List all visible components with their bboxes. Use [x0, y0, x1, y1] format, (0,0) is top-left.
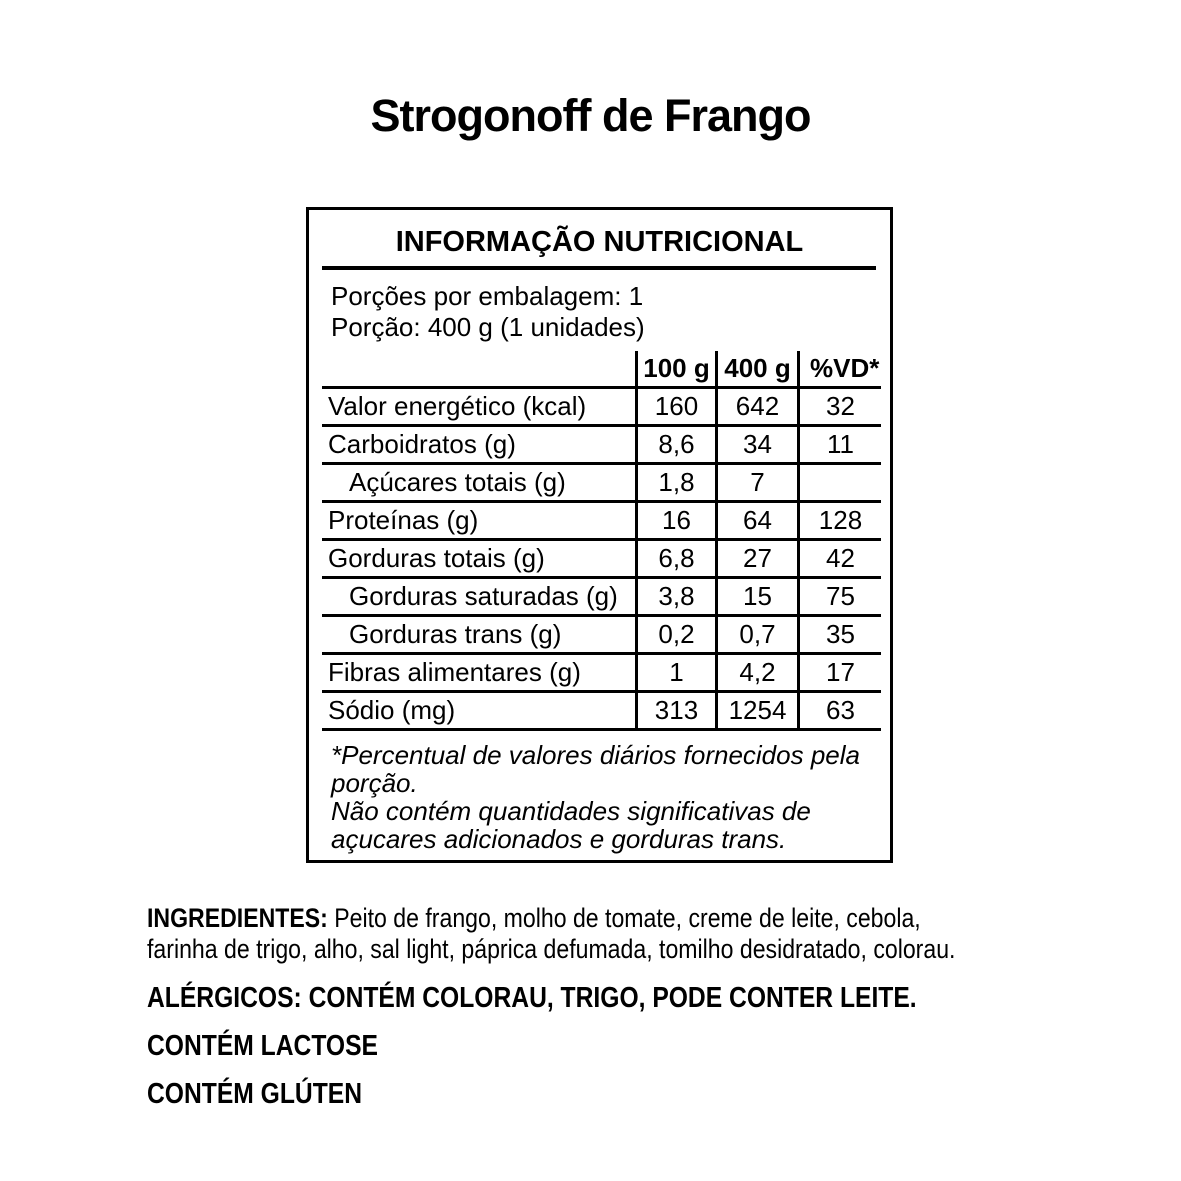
ingredients-line1-rest: Peito de frango, molho de tomate, creme de leite, cebola, — [327, 903, 921, 933]
row-value-vd: 17 — [797, 655, 881, 693]
footnote-line: açucares adicionados e gorduras trans. — [331, 824, 787, 854]
row-label-gorduras-saturadas: Gorduras saturadas (g) — [322, 579, 635, 617]
row-value-100g: 8,6 — [635, 427, 715, 465]
row-value-vd: 42 — [797, 541, 881, 579]
allergens-text: ALÉRGICOS: CONTÉM COLORAU, TRIGO, PODE CONTER LEITE. — [147, 982, 917, 1014]
row-value-400g: 64 — [715, 503, 797, 541]
ingredients-line — [147, 903, 1002, 934]
row-value-400g: 34 — [715, 427, 797, 465]
ingredients-label: INGREDIENTES: — [147, 903, 328, 933]
row-value-400g: 1254 — [715, 693, 797, 731]
serving-size: Porção: 400 g (1 unidades) — [331, 312, 645, 342]
row-value-400g: 0,7 — [715, 617, 797, 655]
column-header-400g: 400 g — [715, 351, 797, 389]
row-value-100g: 1 — [635, 655, 715, 693]
column-header-empty — [322, 351, 635, 389]
footnote-line: Não contém quantidades significativas de — [331, 796, 811, 826]
footnote-line: *Percentual de valores diários fornecidos pela — [331, 740, 860, 770]
product-title: Strogonoff de Frango — [370, 90, 811, 141]
row-value-vd: 128 — [797, 503, 881, 541]
row-label-proteinas: Proteínas (g) — [322, 503, 635, 541]
row-value-vd: 35 — [797, 617, 881, 655]
row-value-vd: 11 — [797, 427, 881, 465]
footnote — [331, 741, 876, 853]
row-value-400g: 27 — [715, 541, 797, 579]
row-value-400g: 15 — [715, 579, 797, 617]
row-value-vd: 75 — [797, 579, 881, 617]
row-value-100g: 313 — [635, 693, 715, 731]
row-label-fibras: Fibras alimentares (g) — [322, 655, 635, 693]
column-header-100g: 100 g — [635, 351, 715, 389]
servings-info — [331, 281, 876, 343]
title-divider — [322, 266, 876, 270]
ingredients-line: farinha de trigo, alho, sal light, páprica defumada, tomilho desidratado, colorau. — [147, 934, 956, 964]
gluten-text: CONTÉM GLÚTEN — [147, 1078, 362, 1110]
row-label-sodio: Sódio (mg) — [322, 693, 635, 731]
row-label-acucares-totais: Açúcares totais (g) — [322, 465, 635, 503]
footnote-line: porção. — [331, 768, 418, 798]
details-section — [147, 903, 1147, 1109]
nutrition-facts-box — [306, 207, 893, 863]
row-value-400g: 4,2 — [715, 655, 797, 693]
lactose-text: CONTÉM LACTOSE — [147, 1030, 378, 1062]
row-label-valor-energetico: Valor energético (kcal) — [322, 389, 635, 427]
row-value-100g: 0,2 — [635, 617, 715, 655]
row-value-vd: 63 — [797, 693, 881, 731]
row-value-100g: 160 — [635, 389, 715, 427]
row-value-100g: 16 — [635, 503, 715, 541]
row-label-gorduras-totais: Gorduras totais (g) — [322, 541, 635, 579]
row-value-100g: 1,8 — [635, 465, 715, 503]
row-value-vd: 32 — [797, 389, 881, 427]
row-label-carboidratos: Carboidratos (g) — [322, 427, 635, 465]
row-value-vd — [797, 465, 881, 503]
row-value-100g: 6,8 — [635, 541, 715, 579]
row-value-400g: 7 — [715, 465, 797, 503]
servings-per-package: Porções por embalagem: 1 — [331, 281, 644, 311]
column-header-vd: %VD* — [797, 351, 881, 389]
row-label-gorduras-trans: Gorduras trans (g) — [322, 617, 635, 655]
row-value-400g: 642 — [715, 389, 797, 427]
nutrition-box-title: INFORMAÇÃO NUTRICIONAL — [395, 226, 804, 258]
row-value-100g: 3,8 — [635, 579, 715, 617]
ingredients-text — [147, 903, 1002, 965]
nutrition-table — [322, 351, 881, 731]
